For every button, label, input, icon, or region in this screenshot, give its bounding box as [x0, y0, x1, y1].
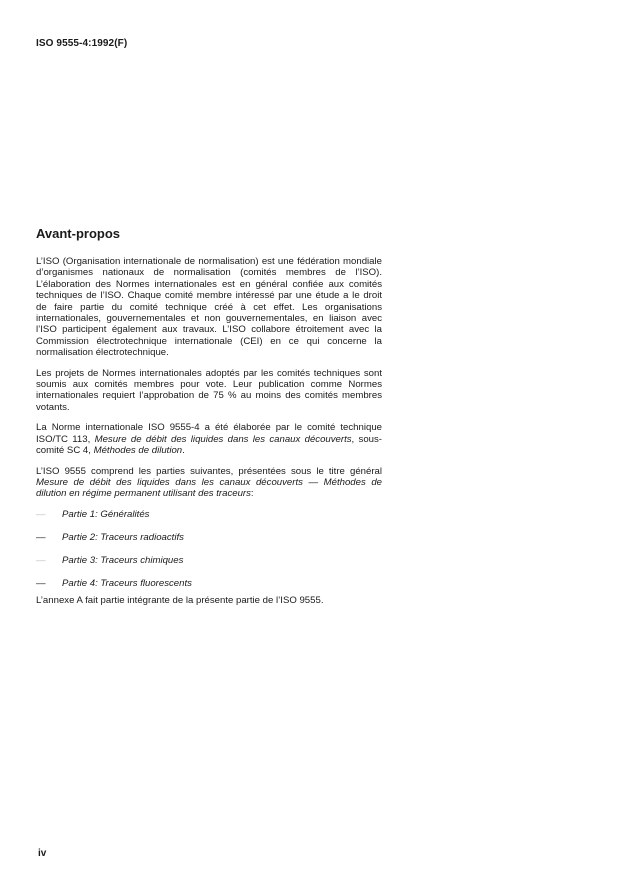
- text: La Norme internationale ISO 9555-4 a été élaborée par le comité technique ISO/TC 113,: [36, 422, 382, 445]
- document-id-header: ISO 9555-4:1992(F): [36, 38, 128, 49]
- list-item: [36, 509, 382, 532]
- paragraph-iso-intro: L’ISO (Organisation internationale de normalisation) est une fédération mondiale d’organismes nationaux de normalisation (comités membres de l’ISO). L’élaboration des Normes internationales est en général confiée aux comités techniques de l’ISO. Chaque comité membre intéressé par une étude a le droit de faire partie du comité technique créé à cet effet. Les organisations internationales, gouvernementales et non gouvernementales, en liaison avec l’ISO participent également aux travaux. L’ISO collabore étroitement avec la Commission électrotechnique internationale (CEI) en ce qui concerne la normalisation électrotechnique.: [36, 256, 382, 359]
- subcommittee-title: Méthodes de dilution: [93, 445, 183, 457]
- paragraph-parts-intro: [36, 466, 382, 500]
- part-label: Partie 1: Généralités: [62, 508, 150, 520]
- part-label: Partie 4: Traceurs fluorescents: [62, 577, 192, 589]
- text: :: [250, 488, 254, 500]
- list-item: [36, 555, 382, 578]
- foreword-section: [36, 226, 382, 606]
- part-label: Partie 3: Traceurs chimiques: [62, 554, 184, 566]
- section-title: Avant-propos: [36, 226, 121, 241]
- part-label: Partie 2: Traceurs radioactifs: [62, 531, 184, 543]
- dash-bullet: —: [36, 554, 46, 566]
- parts-list: [36, 509, 382, 601]
- list-item: [36, 532, 382, 555]
- text: L’ISO 9555 comprend les parties suivantes, présentées sous le titre général: [36, 465, 382, 477]
- committee-title: Mesure de débit des liquides dans les canaux découverts: [94, 433, 352, 445]
- dash-bullet: —: [36, 577, 46, 589]
- dash-bullet: —: [36, 508, 46, 520]
- text: .: [182, 445, 185, 457]
- general-title: Mesure de débit des liquides dans les canaux découverts — Méthodes de dilution en régime permanent utilisant des traceurs: [36, 476, 382, 500]
- dash-bullet: —: [36, 531, 46, 543]
- paragraph-draft-voting: Les projets de Normes internationales adoptés par les comités techniques sont soumis aux comités membres pour vote. Leur publication comme Normes internationales requiert l’approbation de 75 % au moins des comités membres votants.: [36, 367, 382, 413]
- annex-note: L’annexe A fait partie intégrante de la présente partie de l’ISO 9555.: [36, 594, 324, 606]
- text: , sous-comité SC 4,: [36, 433, 382, 457]
- list-item: [36, 578, 382, 601]
- page-number: iv: [38, 848, 47, 859]
- paragraph-committee: [36, 422, 382, 456]
